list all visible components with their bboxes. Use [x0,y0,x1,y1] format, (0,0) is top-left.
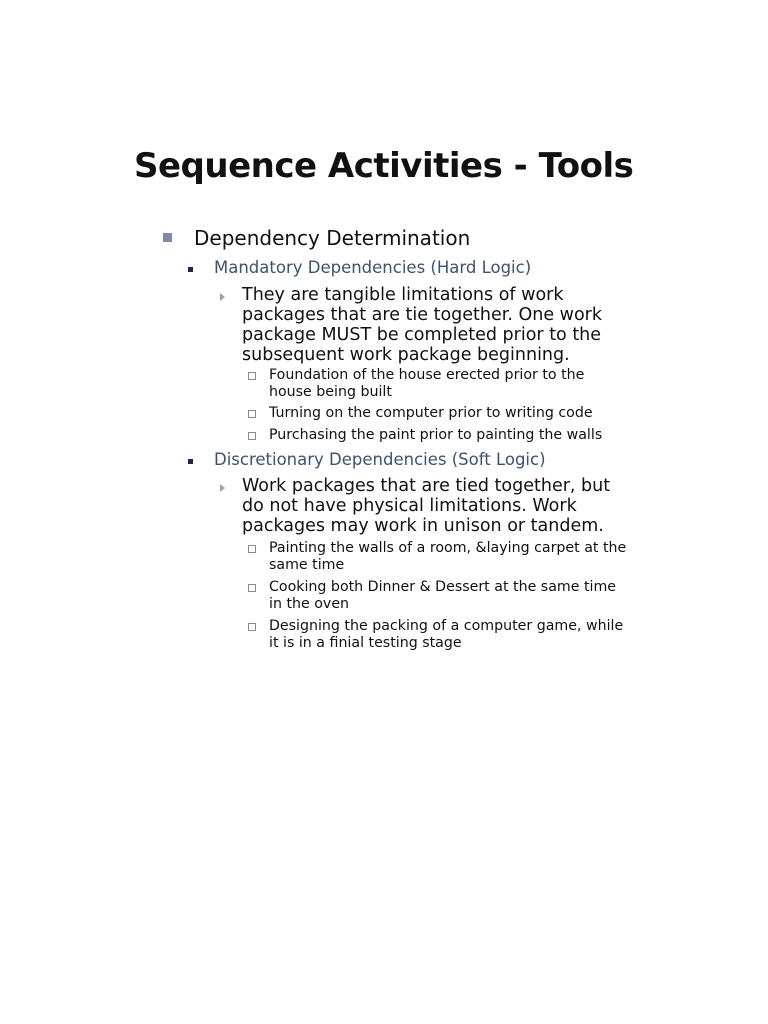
example-text: Painting the walls of a room, &laying carpet at the same time [269,540,627,573]
example-text: Turning on the computer prior to writing code [269,405,593,421]
mandatory-example-3 [248,427,629,444]
example-text: Purchasing the paint prior to painting the walls [269,427,603,443]
mandatory-description [220,285,637,365]
description-text: They are tangible limitations of work packages that are tie together. One work package MUST be completed prior to the subsequent work package beginning. [242,285,602,365]
bullet-dependency-determination [163,226,470,250]
discretionary-example-3 [248,618,629,652]
group-label: Discretionary Dependencies (Soft Logic) [214,450,546,469]
example-text: Designing the packing of a computer game, while it is in a finial testing stage [269,618,624,651]
mandatory-example-1 [248,367,629,401]
description-text: Work packages that are tied together, but do not have physical limitations. Work packages may work in unison or tandem. [242,476,611,536]
slide-title: Sequence Activities - Tools [134,146,634,186]
triangle-bullet-icon [220,484,225,492]
hollow-square-bullet-icon [248,545,256,553]
hollow-square-bullet-icon [248,432,256,440]
triangle-bullet-icon [220,293,225,301]
hollow-square-bullet-icon [248,584,256,592]
hollow-square-bullet-icon [248,623,256,631]
discretionary-example-1 [248,540,629,574]
example-text: Foundation of the house erected prior to the house being built [269,367,585,400]
square-bullet-icon [163,233,172,242]
small-square-bullet-icon [188,267,193,272]
discretionary-example-2 [248,579,629,613]
example-text: Cooking both Dinner & Dessert at the same time in the oven [269,579,617,612]
group-label: Mandatory Dependencies (Hard Logic) [214,258,532,277]
bullet-mandatory-dependencies [188,258,531,277]
small-square-bullet-icon [188,459,193,464]
bullet-discretionary-dependencies [188,450,546,469]
hollow-square-bullet-icon [248,410,256,418]
discretionary-description [220,476,637,536]
hollow-square-bullet-icon [248,372,256,380]
mandatory-example-2 [248,405,629,422]
bullet-label: Dependency Determination [194,226,471,250]
